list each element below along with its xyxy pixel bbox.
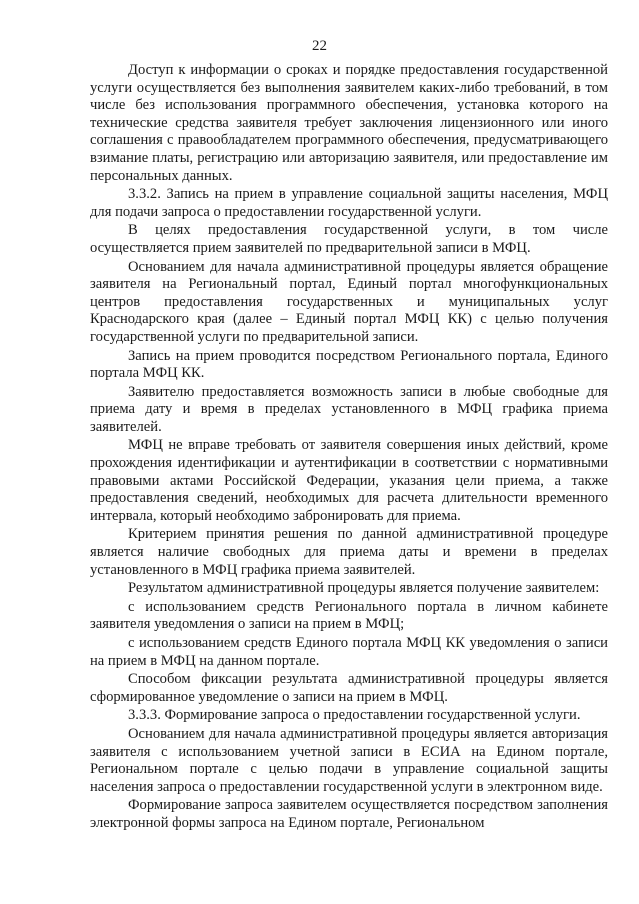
paragraph-section-3-3-2: 3.3.2. Запись на прием в управление социальной защиты населения, МФЦ для подачи запроса о предоставлении государственной услуги. <box>90 186 608 220</box>
paragraph-result-fixation: Способом фиксации результата административной процедуры является сформированное уведомление о записи на прием в МФЦ. <box>90 671 608 705</box>
paragraph-record-means: Запись на прием проводится посредством Регионального портала, Единого портала МФЦ КК. <box>90 347 608 382</box>
page-number: 22 <box>312 38 327 54</box>
paragraph-mfc-restrictions: МФЦ не вправе требовать от заявителя совершения иных действий, кроме прохождения идентификации и аутентификации в соответствии с нормативными правовыми актами Российской Федерации, указания цели приема, а также предоставления сведений, необходимых для расчета длительности временного интервала, который необходимо забронировать для приема. <box>90 437 608 524</box>
paragraph-result: Результатом административной процедуры является получение заявителем: <box>128 580 600 597</box>
paragraph-decision-criterion: Критерием принятия решения по данной административной процедуре является наличие свободных для приема даты и времени в пределах установленного в МФЦ графика приема заявителей. <box>90 526 608 578</box>
paragraph-procedure-basis: Основанием для начала административной процедуры является обращение заявителя на Региональный портал, Единый портал многофункциональных центров предоставления государственных и муниципальных услуг Краснодарского края (далее – Единый портал МФЦ КК) с целью получения государственной услуги по предварительной записи. <box>90 258 608 345</box>
paragraph-section-3-3-3: 3.3.3. Формирование запроса о предоставлении государственной услуги. <box>128 707 581 724</box>
paragraph-result-mfc-portal: с использованием средств Единого портала МФЦ КК уведомления о записи на прием в МФЦ на данном портале. <box>90 635 608 669</box>
paragraph-info-access: Доступ к информации о сроках и порядке предоставления государственной услуги осуществляется без выполнения заявителем каких-либо требований, в том числе без использования программного обеспечения, установка которого на технические средства заявителя требует заключения лицензионного или иного соглашения с правообладателем программного обеспечения, предусматривающего взимание платы, регистрацию или авторизацию заявителя, или предоставление им персональных данных. <box>90 62 608 184</box>
paragraph-request-forming: Формирование запроса заявителем осуществляется посредством заполнения электронной формы запроса на Едином портале, Региональном <box>90 797 608 831</box>
paragraph-preliminary-record: В целях предоставления государственной услуги, в том числе осуществляется прием заявителей по предварительной записи в МФЦ. <box>90 222 608 256</box>
paragraph-authorization: Основанием для начала административной процедуры является авторизация заявителя с использованием учетной записи в ЕСИА на Едином портале, Региональном портале с целью подачи в управление социальной защиты населения запроса о предоставлении государственной услуги в электронном виде. <box>90 725 608 795</box>
paragraph-result-regional: с использованием средств Регионального портала в личном кабинете заявителя уведомления о записи на прием в МФЦ; <box>90 598 608 633</box>
paragraph-record-possibility: Заявителю предоставляется возможность записи в любые свободные для приема дату и время в пределах установленного в МФЦ графика приема заявителей. <box>90 383 608 435</box>
document-body <box>90 62 608 834</box>
